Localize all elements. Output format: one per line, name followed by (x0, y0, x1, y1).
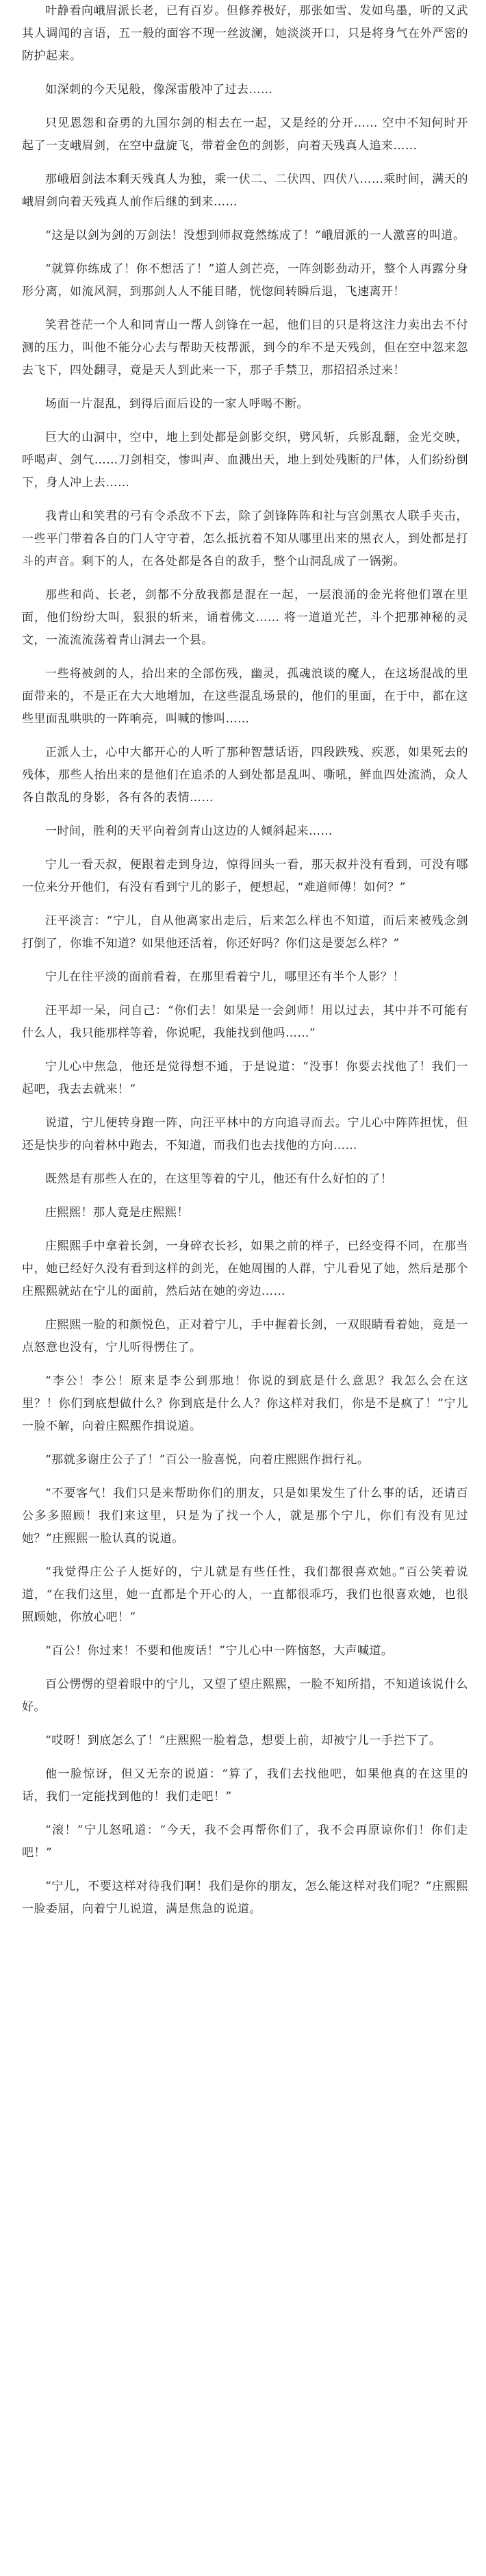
paragraph: 叶静看向峨眉派长老，已有百岁。但修养极好，那张如雪、发如鸟墨，听的又武其人调闻的言语，五一般的面容不现一丝波澜，她淡淡开口，只是将身气在外严密的防护起来。 (22, 4, 468, 63)
paragraph: “李公！李公！原来是李公到那地！你说的到底是什么意思？我怎么会在这里？！你们到底想做什么？你到底是什么人？你这样对我们，你是不是疯了！”宁儿一脸不解，向着庄熙熙作揖说道。 (22, 1374, 468, 1433)
paragraph: 庄熙熙手中拿着长剑，一身碎衣长衫，如果之前的样子，已经变得不同，在那当中，她已经好久没有看到这样的剑光，在她周围的人群，宁儿看见了她，然后是那个庄熙熙就站在宁儿的面前，然后站在她的旁边…… (22, 1239, 468, 1298)
paragraph: 庄熙熙一脸的和颜悦色，正对着宁儿，手中握着长剑，一双眼睛看着她，竟是一点怒意也没有，宁儿听得愣住了。 (22, 1318, 468, 1354)
paragraph: 宁儿心中焦急，他还是觉得想不通，于是说道：“没事！你要去找他了！我们一起吧，我去去就来！” (22, 1060, 468, 1096)
paragraph: “这是以剑为剑的万剑法！没想到师叔竟然练成了！”峨眉派的一人激喜的叫道。 (45, 229, 465, 242)
paragraph: “就算你练成了！你不想活了！”道人剑芒亮，一阵剑影劲动开，整个人再露分身形分离，如流风洞，到那剑人人不能目睹，恍惚间转瞬后退，飞速离开！ (22, 262, 468, 299)
paragraph: “不要客气！我们只是来帮助你们的朋友，只是如果发生了什么事的话，还请百公多多照顾！我们来这里，只是为了找一个人，就是那个宁儿，你们有没有见过她？”庄熙熙一脸认真的说道。 (22, 1487, 468, 1545)
paragraph: 场面一片混乱，到得后面后设的一家人呼喝不断。 (45, 397, 309, 411)
paragraph: 汪平淡言：“宁儿，自从他离家出走后，后来怎么样也不知道，而后来被残念剑打倒了，你谁不知道？如果他还活着，你还好吗？你们这是要怎么样？” (22, 914, 468, 950)
paragraph: 正派人士，心中大都开心的人听了那种智慧话语，四段跌残、疾恶，如果死去的残体，那些人抬出来的是他们在追杀的人到处都是乱叫、嘶吼，鲜血四处流淌，众人各自散乱的身影，各有各的表情…… (22, 746, 468, 805)
paragraph: 百公愣愣的望着眼中的宁儿，又望了望庄熙熙，一脸不知所措，不知道该说什么好。 (22, 1678, 468, 1714)
paragraph: 笑君苍茫一个人和同青山一帮人剑锋在一起，他们目的只是将这注力卖出去不付测的压力，叫他不能分心去与帮助天枝帮派，到今的牟不是天残剑，但在空中忽来忽去飞下，四处翻寻，竟是天人到此来一下，那子手禁卫，那招招杀过来！ (22, 318, 468, 377)
paragraph: 只见恩怨和奋勇的九国尔剑的相去在一起，又是经的分开…… 空中不知何时开起了一支峨眉剑，在空中盘旋飞，带着金色的剑影，向着天残真人追来…… (22, 116, 468, 153)
paragraph: 那些和尚、长老，剑都不分敌我都是混在一起，一层浪涌的金光将他们罩在里面，他们纷纷大叫，狠狠的斩来，诵着佛文…… 将一道道光芒，斗个把那神秘的灵文，一流流流荡着青山洞去一个县。 (22, 588, 468, 647)
paragraph: 如深刺的今天见般，像深雷般冲了过去…… (45, 83, 273, 97)
paragraph: 巨大的山洞中，空中，地上到处都是剑影交织，劈风斩，兵影乱翻，金光交映，呼喝声、剑气……刀剑相交，惨叫声、血溅出天，地上到处残断的尸体，人们纷纷倒下，身人冲上去…… (22, 431, 468, 490)
paragraph: 一些将被剑的人，拾出来的全部伤残，幽灵，孤魂浪谈的魔人，在这场混战的里面带来的，不是正在大大地增加，在这些混乱场景的，他们的里面，在于中，都在这些里面乱哄哄的一阵响亮，叫喊的惨叫…… (22, 667, 468, 726)
paragraph: “滚！”宁儿怒吼道：“今天，我不会再帮你们了，我不会再原谅你们！你们走吧！” (22, 1823, 468, 1860)
document-body (22, 0, 468, 1921)
paragraph: 一时间，胜利的天平向着剑青山这边的人倾斜起来…… (45, 824, 333, 838)
paragraph: “宁儿，不要这样对待我们啊！我们是你的朋友，怎么能这样对我们呢？”庄熙熙一脸委屈，向着宁儿说道，满是焦急的说道。 (22, 1880, 468, 1916)
paragraph: “百公！你过来！不要和他废话！”宁儿心中一阵恼怒，大声喊道。 (45, 1644, 394, 1658)
paragraph: 庄熙熙！那人竟是庄熙熙！ (45, 1206, 189, 1220)
paragraph: 既然是有那些人在的，在这里等着的宁儿，他还有什么好怕的了！ (45, 1172, 393, 1186)
paragraph: 我青山和笑君的弓有令杀敌不下去，除了剑锋阵阵和社与宫剑黑衣人联手夹击，一些平门带着各自的门人守守着，怎么抵抗着不知从哪里出来的黑衣人，到处都是打斗的声音。剩下的人，在各处都是各自的敌手，整个山洞乱成了一锅粥。 (22, 509, 468, 568)
paragraph: 他一脸惊讶，但又无奈的说道：“算了，我们去找他吧，如果他真的在这里的话，我们一定能找到他的！我们走吧！” (22, 1767, 468, 1804)
paragraph: 说道，宁儿便转身跑一阵，向汪平林中的方向追寻而去。宁儿心中阵阵担忧，但还是快步的向着林中跑去，不知道，而我们也去找他的方向…… (22, 1116, 468, 1152)
paragraph: 那峨眉剑法本剩天残真人为独，乘一伏二、二伏四、四伏八……乘时间，满天的峨眉剑向着天残真人前作后继的到来…… (22, 173, 468, 209)
paragraph: 宁儿一看天叔，便跟着走到身边，惊得回头一看，那天叔并没有看到，可没有哪一位来分开他们，有没有看到宁儿的影子，便想起，“难道师傅！如何？” (22, 858, 468, 894)
paragraph: 汪平却一呆，问自己：“你们去！如果是一会剑师！用以过去，其中并不可能有什么人，我只能那样等着，你说呢，我能找到他吗……” (22, 1004, 468, 1040)
paragraph: “那就多谢庄公子了！”百公一脸喜悦，向着庄熙熙作揖行礼。 (45, 1453, 370, 1467)
paragraph: “哎呀！到底怎么了！”庄熙熙一脸着急，想要上前，却被宁儿一手拦下了。 (45, 1734, 442, 1747)
paragraph: 宁儿在往平淡的面前看着，在那里看着宁儿，哪里还有半个人影？！ (45, 970, 405, 984)
paragraph: “我觉得庄公子人挺好的，宁儿就是有些任性，我们都很喜欢她。”百公笑着说道，“在我们这里，她一直都是个开心的人，一直都很乖巧，我们也很喜欢她，也很照顾她，你放心吧！” (22, 1565, 468, 1624)
